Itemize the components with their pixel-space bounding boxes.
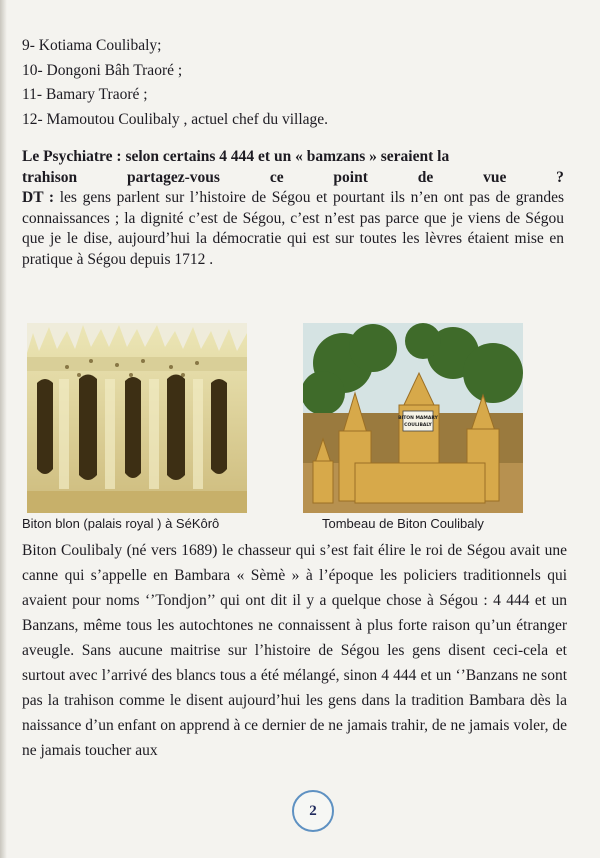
interview-block [22,147,564,270]
right-photo-caption: Tombeau de Biton Coulibaly [322,516,484,531]
body-paragraph: Biton Coulibaly (né vers 1689) le chasseur qui s’est fait élire le roi de Ségou avait une canne qui s’appelle en Bambara « Sèmè » à l’époque les policiers traditionnels qui avaient pour noms ‘’Tondjon’’ qui ont dit il y a quelque chose à Ségou : 4 444 et un Banzans, même tous les autochtones ne connaissent à plus forte raison qu’un étranger aveugle. Sans aucune maitrise sur l’histoire de Ségou les gens disent ceci-cela et surtout avec l’arrivé des blancs tous a été mélangé, sinon 4 444 et un ‘’Banzans ne sont pas la trahison comme le disent aujourd’hui les gens dans la tradition Bambara dès la naissance d’un enfant on apprend à ce dernier de ne jamais trahir, de ne jamais voler, de ne jamais toucher aux [22,542,567,759]
question-word: partagez-vous [126,168,220,186]
answer-speaker: DT : [22,189,55,206]
question-word: point [333,168,368,186]
page-binding-shadow [0,0,7,858]
left-photo-caption: Biton blon (palais royal ) à SéKôrô [22,516,220,531]
tomb-sign-line1: BITON MAMARY [398,416,438,421]
list-item: 9- Kotiama Coulibaly; [22,37,162,54]
answer-text: les gens parlent sur l’histoire de Ségou et pourtant ils n’en ont pas de grandes connaissances ; la dignité c’est de Ségou, c’est n’est pas parce que je viens de Ségou que je le dise, aujourd’hui la démocratie qui est sur toutes les lèvres étaient mise en pratique à Ségou depuis 1712 . [22,189,564,268]
page-number: 2 [309,802,317,819]
question-word: vue [483,168,507,186]
question-tail [22,168,564,189]
page-number-badge [292,790,334,832]
question-word: ? [556,168,564,186]
tomb-photo [303,323,523,513]
chief-list [22,34,328,132]
question-line: Le Psychiatre : selon certains 4 444 et un « bamzans » seraient la [22,148,450,165]
question-word: ce [269,168,284,186]
palace-facade-photo [27,323,247,513]
question-word: trahison [22,168,78,186]
list-item: 10- Dongoni Bâh Traoré ; [22,61,183,79]
tomb-sign-line2: COULIBALY [404,423,432,428]
answer-paragraph [22,188,564,270]
question-word: de [417,168,434,186]
list-item: 11- Bamary Traoré ; [22,86,148,103]
list-item: 12- Mamoutou Coulibaly , actuel chef du village. [22,110,329,128]
